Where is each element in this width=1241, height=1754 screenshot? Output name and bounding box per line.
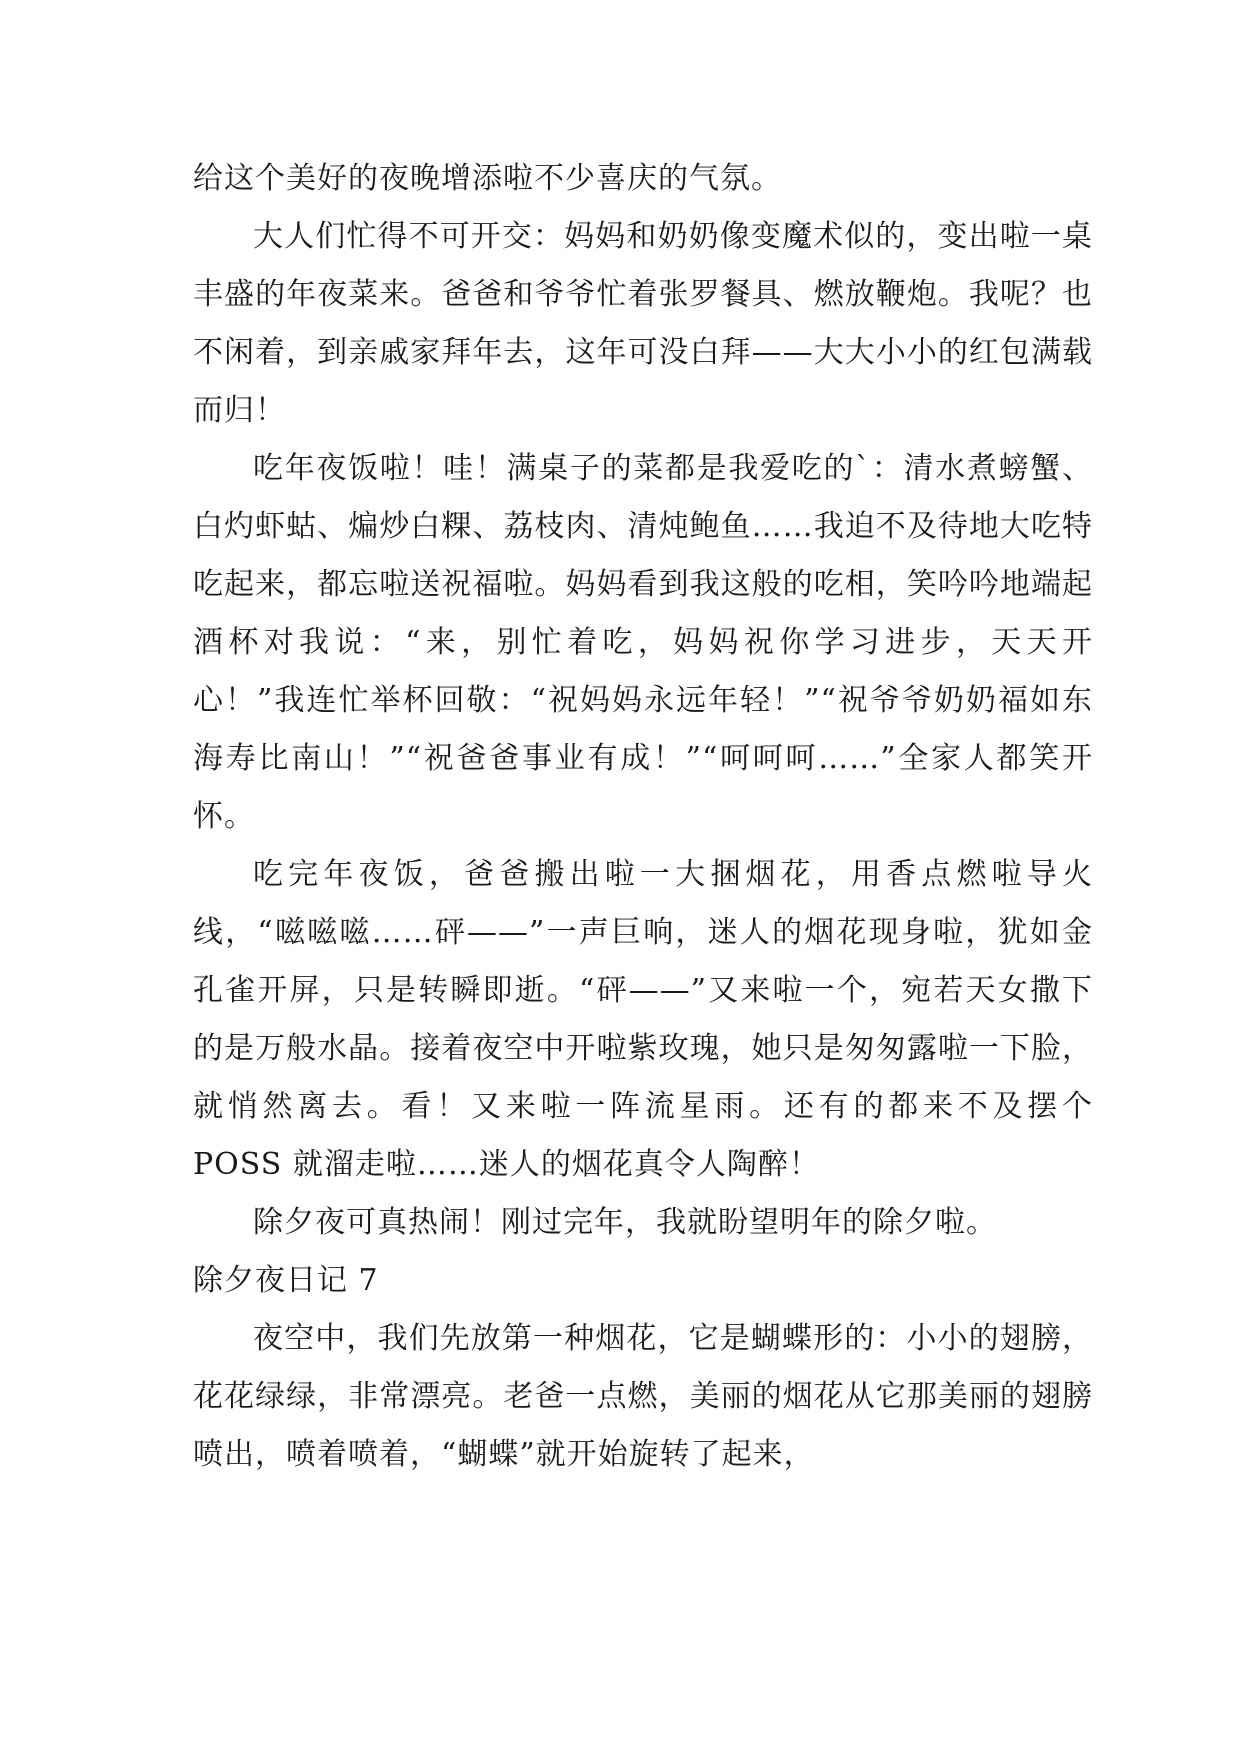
paragraph-conclusion: 除夕夜可真热闹！刚过完年，我就盼望明年的除夕啦。: [253, 1205, 997, 1240]
paragraph-fireworks: 吃完年夜饭，爸爸搬出啦一大捆烟花，用香点燃啦导火线，“嗞嗞嗞……砰——”一声巨响，迷人的烟花现身啦，犹如金孔雀开屏，只是转瞬即逝。“砰——”又来啦一个，宛若天女撒下的是万般水晶。接着夜空中开啦紫玫瑰，她只是匆匆露啦一下脸，就悄然离去。看！又来啦一阵流星雨。还有的都来不及摆个 POSS 就溜走啦……迷人的烟花真令人陶醉！: [193, 857, 1093, 1182]
paragraph-continuation: 给这个美好的夜晚增添啦不少喜庆的气氛。: [193, 161, 782, 196]
paragraph-dinner: 吃年夜饭啦！哇！满桌子的菜都是我爱吃的`：清水煮螃蟹、白灼虾蛄、煸炒白粿、荔枝肉、清炖鲍鱼……我迫不及待地大吃特吃起来，都忘啦送祝福啦。妈妈看到我这般的吃相，笑吟吟地端起酒杯对我说：“来，别忙着吃，妈妈祝你学习进步，天天开心！”我连忙举杯回敬：“祝妈妈永远年轻！”“祝爷爷奶奶福如东海寿比南山！”“祝爸爸事业有成！”“呵呵呵……”全家人都笑开怀。: [193, 451, 1093, 834]
section-heading: 除夕夜日记 7: [193, 1263, 379, 1298]
document-body: [193, 150, 1093, 1484]
paragraph-butterfly-firework: 夜空中，我们先放第一种烟花，它是蝴蝶形的：小小的翅膀，花花绿绿，非常漂亮。老爸一点燃，美丽的烟花从它那美丽的翅膀喷出，喷着喷着，“蝴蝶”就开始旋转了起来，: [193, 1321, 1093, 1472]
paragraph-preparations: 大人们忙得不可开交：妈妈和奶奶像变魔术似的，变出啦一桌丰盛的年夜菜来。爸爸和爷爷忙着张罗餐具、燃放鞭炮。我呢？也不闲着，到亲戚家拜年去，这年可没白拜——大大小小的红包满载而归！: [193, 219, 1093, 428]
